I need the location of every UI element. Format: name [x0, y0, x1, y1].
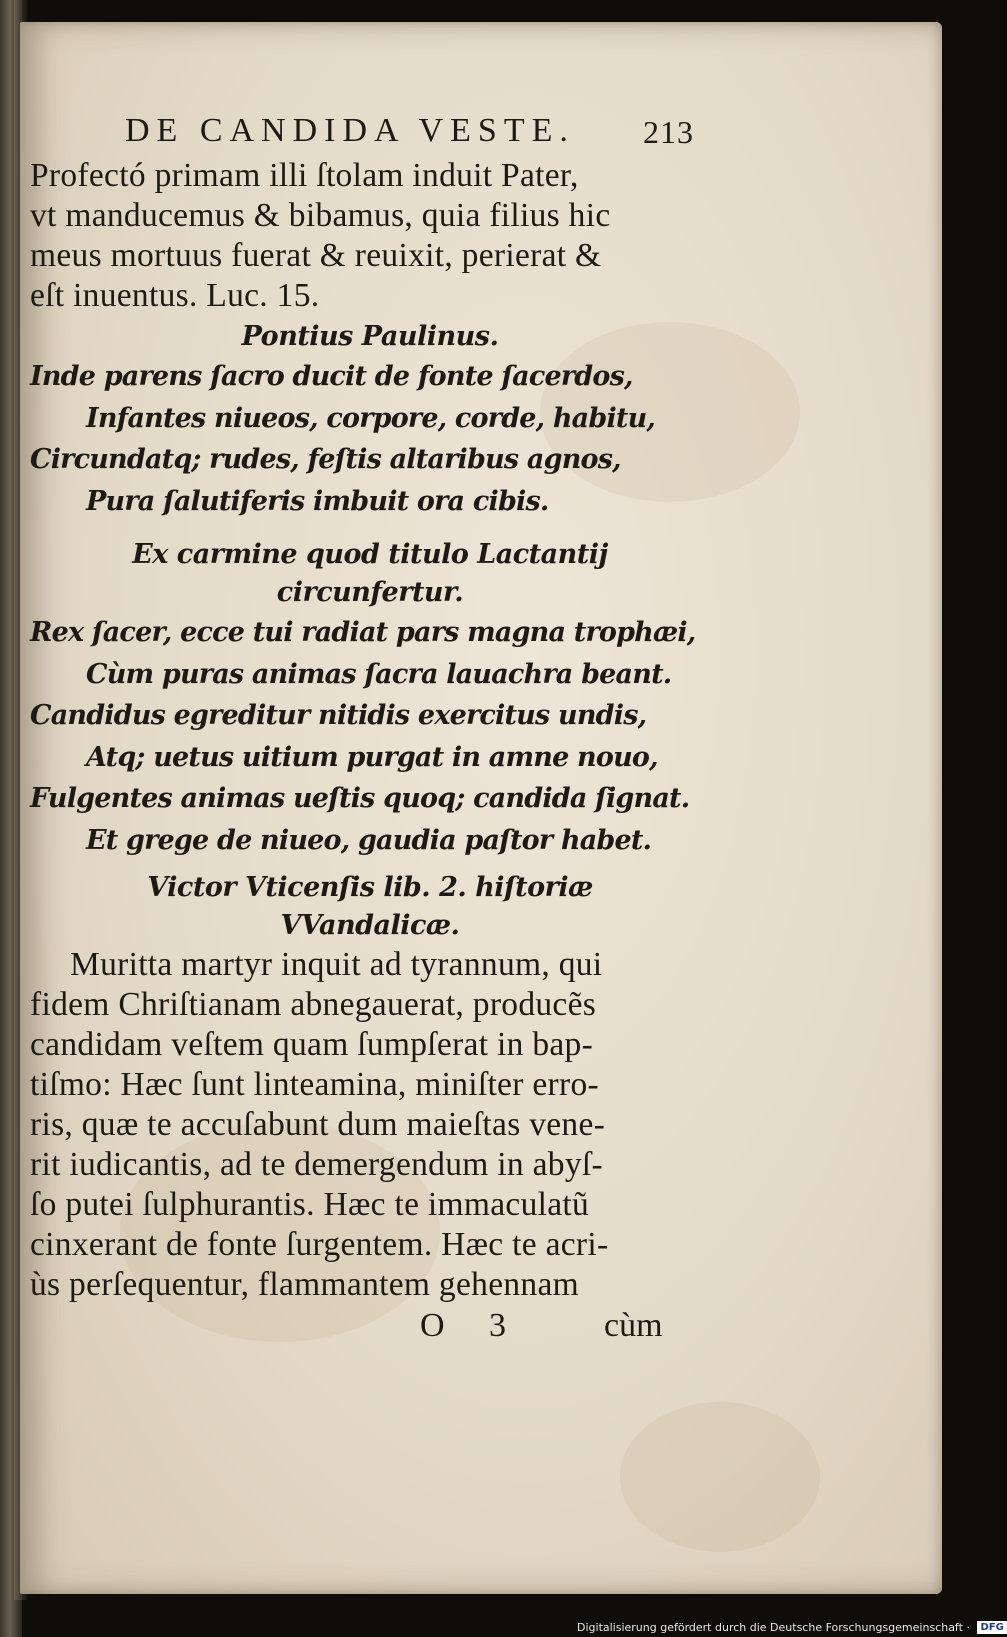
section-heading-paulinus: Pontius Paulinus. — [241, 321, 499, 352]
verse-line: Candidus egreditur nitidis exercitus undis, — [30, 700, 647, 731]
text-line: ſo putei ſulphurantis. Hæc te immaculatũ — [30, 1186, 590, 1223]
catchword: cùm — [604, 1307, 663, 1344]
dfg-logo-icon: DFG — [977, 1621, 1006, 1634]
text-line: Profectó primam illi ſtolam induit Pater, — [30, 157, 579, 194]
text-line: Muritta martyr inquit ad tyrannum, qui — [70, 946, 603, 983]
verse-line: Infantes niueos, corpore, corde, habitu, — [86, 402, 656, 434]
heading-line: Ex carmine quod titulo Lactantij — [132, 539, 608, 570]
verse-block-2 — [30, 612, 710, 861]
text-line: fidem Chriſtianam abnegauerat, producẽs — [30, 986, 597, 1023]
page-text — [30, 112, 710, 1351]
text-line: eſt inuentus. Luc. 15. — [30, 277, 320, 314]
header-title: DE CANDIDA VESTE. — [125, 112, 575, 149]
heading-line: Victor Vticenſis lib. 2. hiſtoriæ — [147, 872, 593, 903]
signature-mark: O 3 — [420, 1307, 525, 1344]
verse-block-1 — [30, 356, 710, 522]
section-heading-lactantius — [30, 536, 710, 612]
heading-line: VVandalicæ. — [280, 910, 460, 941]
page-number: 213 — [643, 114, 694, 150]
verse-line: Atq; uetus uitium purgat in amne nouo, — [86, 741, 658, 773]
paper-stain — [620, 1402, 820, 1552]
verse-line: Et grege de niueo, gaudia paſtor habet. — [86, 824, 652, 856]
text-line: vt manducemus & bibamus, quia filius hic — [30, 197, 611, 234]
text-line: cinxerant de fonte ſurgentem. Hæc te acri- — [30, 1226, 609, 1263]
section-heading-victor — [30, 869, 710, 945]
text-line: tiſmo: Hæc ſunt linteamina, miniſter erro- — [30, 1066, 599, 1103]
credit-text: Digitalisierung gefördert durch die Deutsche Forschungsgemeinschaft — [577, 1621, 963, 1634]
verse-line: Fulgentes animas ueſtis quoq; candida ſignat. — [30, 783, 690, 814]
verse-line: Rex ſacer, ecce tui radiat pars magna trophæi, — [30, 617, 696, 648]
text-line: ris, quæ te accuſabunt dum maieſtas vene- — [30, 1106, 606, 1143]
heading-line: circunfertur. — [276, 577, 464, 608]
text-line: meus mortuus fuerat & reuixit, perierat & — [30, 237, 602, 274]
page-footer — [30, 1307, 710, 1351]
verse-line: Circundatq; rudes, feſtis altaribus agnos, — [30, 444, 621, 475]
text-line: candidam veſtem quam ſumpſerat in bap- — [30, 1026, 594, 1063]
text-line: rit iudicantis, ad te demergendum in abyſ- — [30, 1146, 603, 1183]
digitization-credit: Digitalisierung gefördert durch die Deutsche Forschungsgemeinschaft · DFG — [577, 1620, 1007, 1636]
text-line: ùs perſequentur, flammantem gehennam — [30, 1266, 579, 1303]
paragraph-1 — [30, 156, 710, 316]
verse-line: Pura ſalutiferis imbuit ora cibis. — [86, 485, 549, 517]
paragraph-2 — [30, 945, 710, 1305]
running-header — [30, 112, 710, 156]
verse-line: Inde parens ſacro ducit de fonte ſacerdos, — [30, 361, 633, 392]
verse-line: Cùm puras animas ſacra lauachra beant. — [86, 658, 672, 690]
